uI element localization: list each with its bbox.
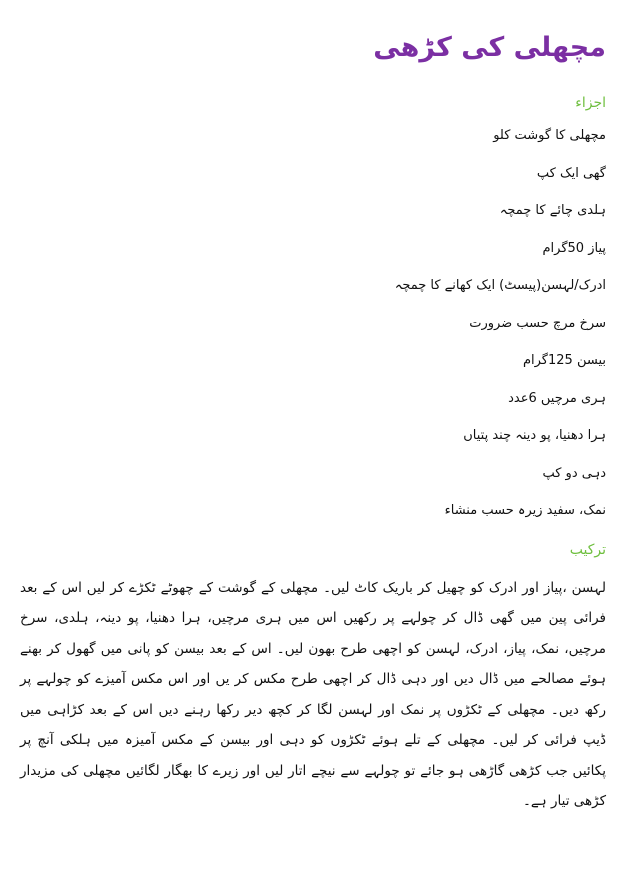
ingredient-item: گھی ایک کپ	[536, 165, 606, 181]
ingredients-heading: اجزاء	[575, 95, 606, 111]
ingredient-item: ہرا دھنیا، پو دینہ چند پتیاں	[463, 428, 606, 443]
ingredient-item: دہی دو کپ	[542, 465, 606, 481]
ingredient-item: نمک، سفید زیرہ حسب منشاء	[444, 503, 606, 518]
ingredients-list	[20, 126, 606, 521]
ingredient-item: بیسن 125گرام	[522, 353, 606, 368]
ingredient-item: مچھلی کا گوشت کلو	[493, 128, 606, 143]
ingredient-item: ہلدی چائے کا چمچہ	[499, 203, 606, 218]
method-heading: ترکیب	[569, 541, 606, 558]
ingredient-item: سرخ مرچ حسب ضرورت	[469, 315, 606, 331]
ingredient-item: پیاز 50گرام	[542, 240, 606, 256]
ingredient-item: ہری مرچیں 6عدد	[508, 390, 606, 406]
method-paragraph: لہسن ،پیاز اور ادرک کو چھیل کر باریک کاٹ لیں۔ مچھلی کے گوشت کے چھوٹے ٹکڑے کر لیں اس کے بعد فرائی پین میں گھی ڈال کر چولہے پر رکھیں اس میں ہری مرچیں، ہرا دھنیا، پو دینہ، ہلدی، سرخ مرچیں، نمک، پیاز، ادرک، لہسن کو اچھی طرح بھون لیں۔ اس کے بعد بیسن کو پانی میں گھول کر بھنے ہوئے مصالحے میں ڈال دیں اور دہی ڈال کر اچھی طرح مکس کر یں اور اس مکس آمیزے کو چولہے پر رکھ دیں۔ مچھلی کے ٹکڑوں پر نمک اور لہسن لگا کر کچھ دیر رکھا رہنے دیں اس کے بعد کڑاہی میں ڈیپ فرائی کر لیں۔ مچھلی کے تلے ہوئے ٹکڑوں کو دہی اور بیسن کے مکس آمیزہ میں ہلکی آنچ پر پکائیں جب کڑھی گاڑھی ہو جائے تو چولہے سے نیچے اتار لیں اور زیرے کا بھگار لگائیں مچھلی کی مزیدار کڑھی تیار ہے۔	[20, 579, 606, 809]
ingredient-item: ادرک/لہسن(پیسٹ) ایک کھانے کا چمچہ	[394, 278, 606, 293]
recipe-title: مچھلی کی کڑھی	[373, 32, 606, 63]
